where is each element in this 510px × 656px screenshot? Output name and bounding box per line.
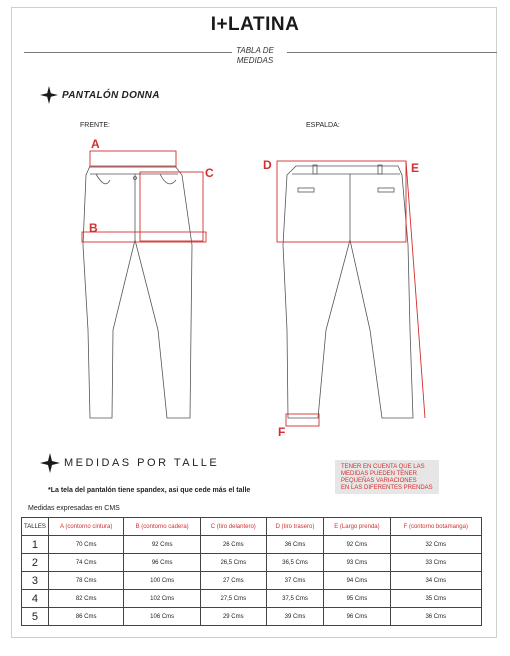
product-title: PANTALÓN DONNA xyxy=(62,89,160,101)
table-cell: 37 Cms xyxy=(266,572,324,590)
table-cell: 78 Cms xyxy=(48,572,124,590)
table-row xyxy=(22,536,482,554)
table-header: F (contorno botamanga) xyxy=(390,518,481,536)
table-cell: 39 Cms xyxy=(266,608,324,626)
table-cell: 96 Cms xyxy=(124,554,200,572)
front-pants-drawing xyxy=(83,166,192,418)
table-header-row xyxy=(22,518,482,536)
marker-e: E xyxy=(411,161,420,175)
table-cell: 96 Cms xyxy=(324,608,390,626)
table-header: C (tiro delantero) xyxy=(200,518,266,536)
note-line-3: PEQUEÑAS VARIACIONES xyxy=(341,478,417,484)
table-cell: 82 Cms xyxy=(48,590,124,608)
table-cell: 93 Cms xyxy=(324,554,390,572)
table-cell: 1 xyxy=(22,536,49,554)
table-cell: 32 Cms xyxy=(390,536,481,554)
guide-a xyxy=(90,151,176,167)
guide-d xyxy=(277,161,406,242)
table-header: A (contorno cintura) xyxy=(48,518,124,536)
back-view-label: ESPALDA: xyxy=(306,122,340,129)
table-cell: 27,5 Cms xyxy=(200,590,266,608)
table-cell: 102 Cms xyxy=(124,590,200,608)
table-cell: 33 Cms xyxy=(390,554,481,572)
subtitle-line-2: MEDIDAS xyxy=(236,56,274,65)
measurement-guides xyxy=(82,151,425,426)
table-cell: 92 Cms xyxy=(124,536,200,554)
table-cell: 86 Cms xyxy=(48,608,124,626)
sizes-heading xyxy=(40,453,219,473)
table-row xyxy=(22,572,482,590)
table-cell: 26,5 Cms xyxy=(200,554,266,572)
table-cell: 36 Cms xyxy=(266,536,324,554)
table-cell: 3 xyxy=(22,572,49,590)
front-view-label: FRENTE: xyxy=(80,122,110,129)
subtitle-line-1: TABLA DE xyxy=(236,46,274,55)
marker-f: F xyxy=(278,425,286,439)
table-cell: 95 Cms xyxy=(324,590,390,608)
table-header: E (Largo prenda) xyxy=(324,518,390,536)
table-cell: 35 Cms xyxy=(390,590,481,608)
note-line-4: EN LAS DIFERENTES PRENDAS xyxy=(341,485,433,491)
note-line-2: MEDIDAS PUEDEN TENER xyxy=(341,471,417,477)
table-cell: 94 Cms xyxy=(324,572,390,590)
table-cell: 27 Cms xyxy=(200,572,266,590)
table-cell: 4 xyxy=(22,590,49,608)
table-cell: 26 Cms xyxy=(200,536,266,554)
marker-c: C xyxy=(205,166,214,180)
brand-logo: I+LATINA xyxy=(210,14,300,35)
variation-note xyxy=(335,460,439,494)
marker-b: B xyxy=(89,221,98,235)
guide-b xyxy=(82,232,206,242)
guide-f xyxy=(286,414,319,426)
marker-a: A xyxy=(91,137,100,151)
compass-star-icon xyxy=(40,453,60,473)
table-cell: 37,5 Cms xyxy=(266,590,324,608)
guide-c xyxy=(140,172,203,241)
table-header: D (tiro trasero) xyxy=(266,518,324,536)
table-cell: 5 xyxy=(22,608,49,626)
table-row xyxy=(22,608,482,626)
table-cell: 29 Cms xyxy=(200,608,266,626)
table-row xyxy=(22,590,482,608)
table-cell: 34 Cms xyxy=(390,572,481,590)
sizes-title: MEDIDAS POR TALLE xyxy=(64,457,220,469)
size-table xyxy=(21,517,482,626)
fabric-note: *La tela del pantalón tiene spandex, asi que cede más el talle xyxy=(48,487,251,494)
table-cell: 36 Cms xyxy=(390,608,481,626)
table-cell: 92 Cms xyxy=(324,536,390,554)
table-header: TALLES xyxy=(22,518,49,536)
table-cell: 70 Cms xyxy=(48,536,124,554)
table-cell: 74 Cms xyxy=(48,554,124,572)
table-row xyxy=(22,554,482,572)
table-cell: 100 Cms xyxy=(124,572,200,590)
table-cell: 36,5 Cms xyxy=(266,554,324,572)
marker-d: D xyxy=(263,158,272,172)
table-header: B (contorno cadera) xyxy=(124,518,200,536)
note-line-1: TENER EN CUENTA QUE LAS xyxy=(341,464,425,470)
measures-unit: Medidas expresadas en CMS xyxy=(28,505,120,512)
table-cell: 106 Cms xyxy=(124,608,200,626)
table-cell: 2 xyxy=(22,554,49,572)
back-pants-drawing xyxy=(283,165,413,418)
